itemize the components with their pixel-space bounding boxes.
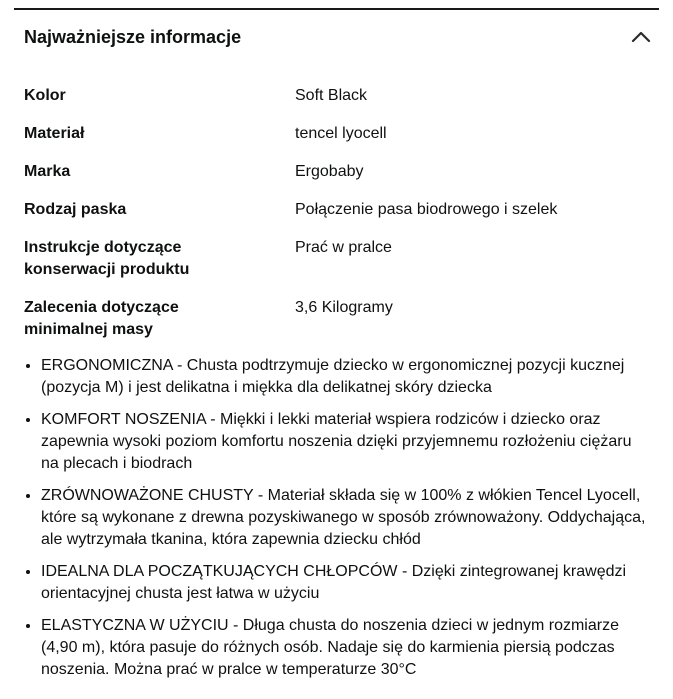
feature-bullet: • KOMFORT NOSZENIA - Miękki i lekki materiał wspiera rodziców i dziecko oraz zapewnia wysoki poziom komfortu noszenia dzięki przyjemnemu rozłożeniu ciężaru na plecach i biodrach (41, 409, 649, 475)
feature-bullet: • ERGONOMICZNA - Chusta podtrzymuje dziecko w ergonomicznej pozycji kucznej (pozycja M) i jest delikatna i miękka dla delikatnej skóry dziecka (41, 355, 649, 399)
feature-bullet: • ZRÓWNOWAŻONE CHUSTY - Materiał składa się w 100% z włókien Tencel Lyocell, które są wykonane z drewna pozyskiwanego w sposób zrównoważony. Oddychająca, ale wytrzymała tkanina, która zapewnia dziecku chłód (41, 485, 649, 551)
feature-bullet: • IDEALNA DLA POCZĄTKUJĄCYCH CHŁOPCÓW - Dzięki zintegrowanej krawędzi orientacyjnej chusta jest łatwa w użyciu (41, 561, 649, 605)
product-information-section (0, 8, 673, 681)
attribute-label-min-weight: Zalecenia dotyczące minimalnej masy (24, 299, 179, 338)
feature-bullet-list (24, 355, 649, 681)
attribute-label-care-instructions: Instrukcje dotyczące konserwacji produktu (24, 239, 190, 278)
chevron-up-icon[interactable] (629, 25, 653, 49)
attribute-value-min-weight: 3,6 Kilogramy (295, 299, 393, 316)
feature-bullet: • ELASTYCZNA W UŻYCIU - Długa chusta do noszenia dzieci w jednym rozmiarze (4,90 m), która pasuje do różnych osób. Nadaje się do karmienia piersią podczas noszenia. Można prać w pralce w temperaturze 30°C (41, 615, 649, 681)
attribute-label-brand: Marka (24, 163, 71, 180)
attribute-value-strap-type: Połączenie pasa biodrowego i szelek (295, 201, 558, 218)
section-title: Najważniejsze informacje (24, 27, 242, 47)
attribute-label-color: Kolor (24, 87, 66, 104)
attribute-value-brand: Ergobaby (295, 163, 364, 180)
attribute-value-color: Soft Black (295, 87, 368, 104)
attribute-value-care-instructions: Prać w pralce (295, 239, 392, 256)
product-attributes-table (24, 85, 649, 341)
attribute-value-material: tencel lyocell (295, 125, 387, 142)
section-header-toggle[interactable] (0, 10, 673, 49)
attribute-label-strap-type: Rodzaj paska (24, 201, 127, 218)
attribute-label-material: Materiał (24, 125, 85, 142)
